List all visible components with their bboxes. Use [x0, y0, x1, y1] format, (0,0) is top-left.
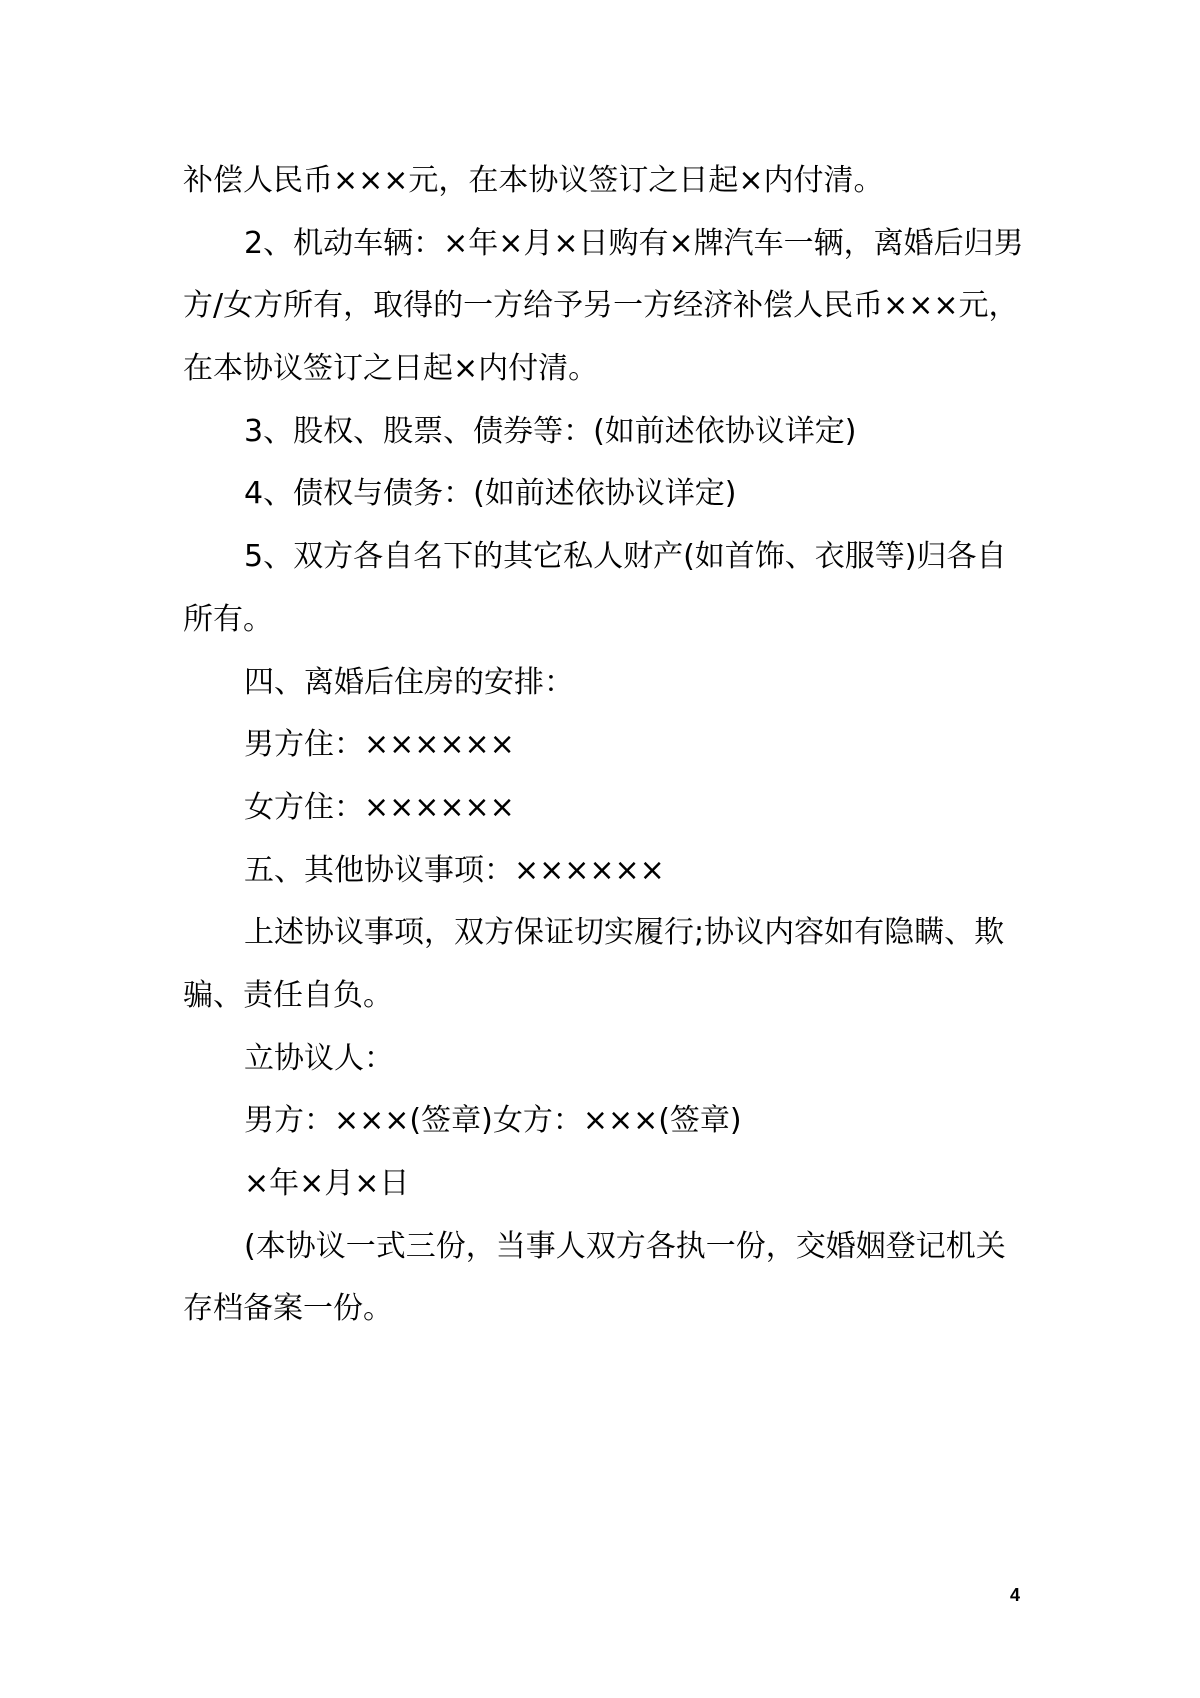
clause-vehicle: 2、机动车辆：×年×月×日购有×牌汽车一辆，离婚后归男	[244, 225, 1024, 261]
text-line-continuation: 方/女方所有，取得的一方给予另一方经济补偿人民币×××元，	[183, 288, 1019, 324]
clause-personal-property: 5、双方各自名下的其它私人财产(如首饰、衣服等)归各自	[244, 539, 1007, 575]
date-line: ×年×月×日	[244, 1166, 410, 1201]
signature-line: 男方：×××(签章)女方：×××(签章)	[244, 1103, 742, 1139]
clause-equity: 3、股权、股票、债券等：(如前述依协议详定)	[244, 413, 857, 449]
clause-debts: 4、债权与债务：(如前述依协议详定)	[244, 476, 737, 512]
text-line-continuation: 骗、责任自负。	[183, 977, 393, 1013]
section-heading-housing: 四、离婚后住房的安排：	[244, 664, 574, 700]
text-line-continuation: 补偿人民币×××元，在本协议签订之日起×内付清。	[183, 163, 884, 198]
signatories-label: 立协议人：	[244, 1040, 394, 1076]
text-line-continuation: 在本协议签订之日起×内付清。	[183, 351, 599, 387]
housing-female: 女方住：××××××	[244, 789, 515, 825]
text-line-continuation: 所有。	[183, 601, 273, 637]
document-body	[183, 150, 1028, 1341]
guarantee-paragraph: 上述协议事项，双方保证切实履行;协议内容如有隐瞒、欺	[244, 915, 1005, 951]
section-heading-other: 五、其他协议事项：××××××	[244, 852, 665, 888]
housing-male: 男方住：××××××	[244, 727, 515, 763]
copies-note: (本协议一式三份，当事人双方各执一份，交婚姻登记机关	[244, 1228, 1006, 1264]
page-number: 4	[1010, 1585, 1021, 1605]
text-line-continuation: 存档备案一份。	[183, 1291, 393, 1327]
